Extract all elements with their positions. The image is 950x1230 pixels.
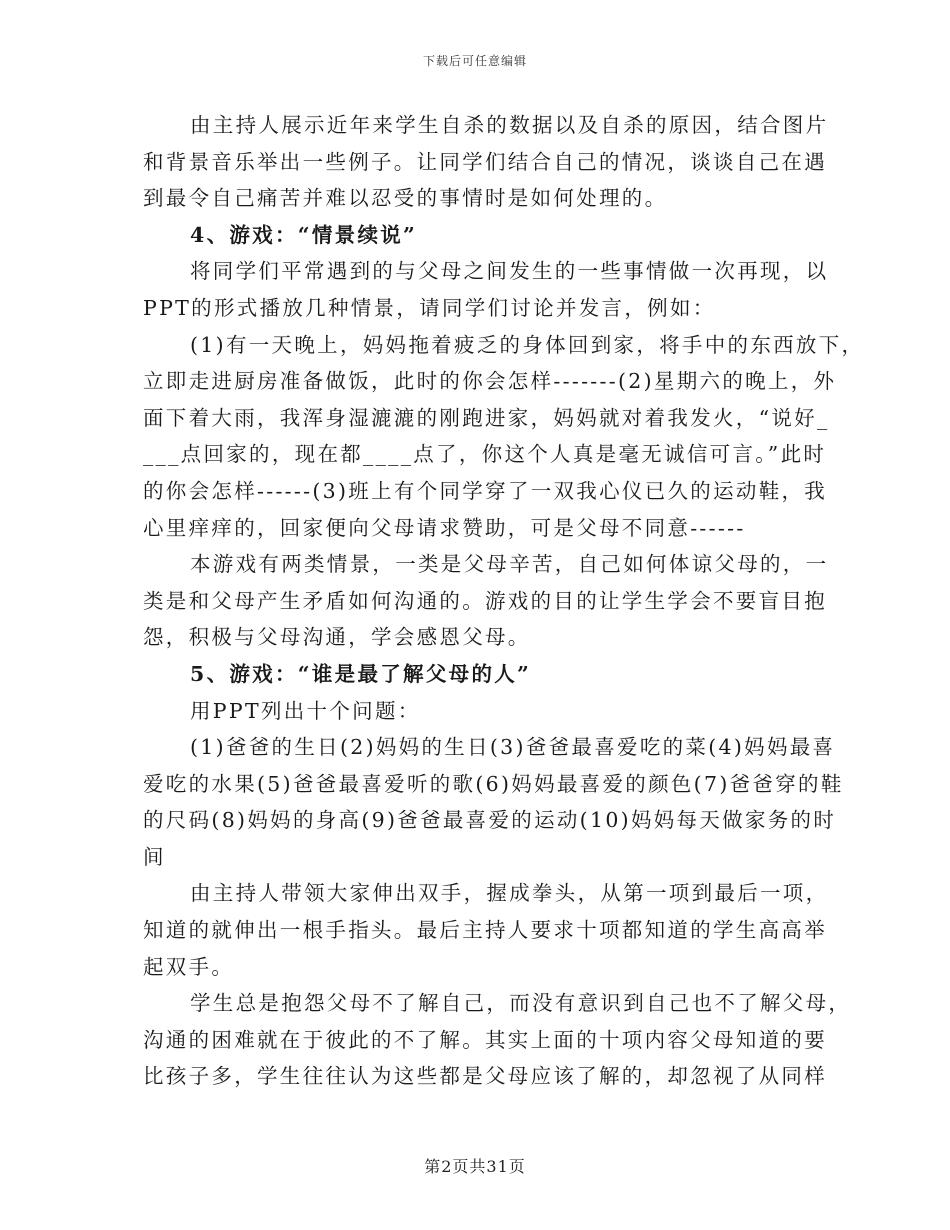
paragraph-line: 沟通的困难就在于彼此的不了解。其实上面的十项内容父母知道的要 xyxy=(143,1027,827,1052)
page-number-footer: 第2页共31页 xyxy=(424,1157,526,1176)
paragraph-line: 本游戏有两类情景，一类是父母辛苦，自己如何体谅父母的，一 xyxy=(190,552,829,577)
paragraph-line: 知道的就伸出一根手指头。最后主持人要求十项都知道的学生高高举 xyxy=(143,918,827,943)
paragraph-line: 由主持人带领大家伸出双手，握成拳头，从第一项到最后一项， xyxy=(190,881,829,906)
paragraph-line: 面下着大雨，我浑身湿漉漉的刚跑进家，妈妈就对着我发火，“说好_ xyxy=(143,405,830,430)
paragraph-line: 类是和父母产生矛盾如何沟通的。游戏的目的让学生学会不要盲目抱 xyxy=(143,588,827,613)
paragraph-line: (1)爸爸的生日(2)妈妈的生日(3)爸爸最喜爱吃的菜(4)妈妈最喜 xyxy=(190,735,836,760)
paragraph-line: 心里痒痒的，回家便向父母请求赞助，可是父母不同意------ xyxy=(143,515,746,540)
paragraph-line: (1)有一天晚上，妈妈拖着疲乏的身体回到家，将手中的东西放下， xyxy=(190,332,865,357)
section-heading-game-4: 4、游戏：“情景续说” xyxy=(190,222,418,247)
paragraph-line: PPT的形式播放几种情景，请同学们讨论并发言，例如： xyxy=(143,295,716,320)
paragraph-line: 怨，积极与父母沟通，学会感恩父母。 xyxy=(143,625,531,650)
paragraph-line: 比孩子多，学生往往认为这些都是父母应该了解的，却忽视了从同样 xyxy=(143,1064,827,1089)
paragraph-line: 由主持人展示近年来学生自杀的数据以及自杀的原因，结合图片 xyxy=(190,113,829,137)
paragraph-line: 将同学们平常遇到的与父母之间发生的一些事情做一次再现，以 xyxy=(190,259,829,284)
paragraph-line: 立即走进厨房准备做饭，此时的你会怎样-------(2)星期六的晚上，外 xyxy=(143,369,837,394)
paragraph-line: 学生总是抱怨父母不了解自己，而没有意识到自己也不了解父母， xyxy=(190,991,852,1016)
paragraph-line: 的你会怎样------(3)班上有个同学穿了一双我心仪已久的运动鞋，我 xyxy=(143,478,828,503)
paragraph-line: 间 xyxy=(143,844,166,869)
page-header: 下载后可任意编辑 xyxy=(422,54,527,68)
paragraph-line: 和背景音乐举出一些例子。让同学们结合自己的情况，谈谈自己在遇 xyxy=(143,149,827,174)
paragraph-line: 的尺码(8)妈妈的身高(9)爸爸最喜爱的运动(10)妈妈每天做家务的时 xyxy=(143,808,837,833)
section-heading-game-5: 5、游戏：“谁是最了解父母的人” xyxy=(190,661,532,686)
paragraph-line: 用PPT列出十个问题： xyxy=(190,698,421,723)
paragraph-line: 起双手。 xyxy=(143,954,235,979)
paragraph-line: 爱吃的水果(5)爸爸最喜爱听的歌(6)妈妈最喜爱的颜色(7)爸爸穿的鞋 xyxy=(143,771,844,796)
paragraph-line: ___点回家的，现在都____点了，你这个人真是毫无诚信可言。”此时 xyxy=(143,442,827,467)
document-body xyxy=(143,107,865,1095)
paragraph-line: 到最令自己痛苦并难以忍受的事情时是如何处理的。 xyxy=(143,186,668,211)
